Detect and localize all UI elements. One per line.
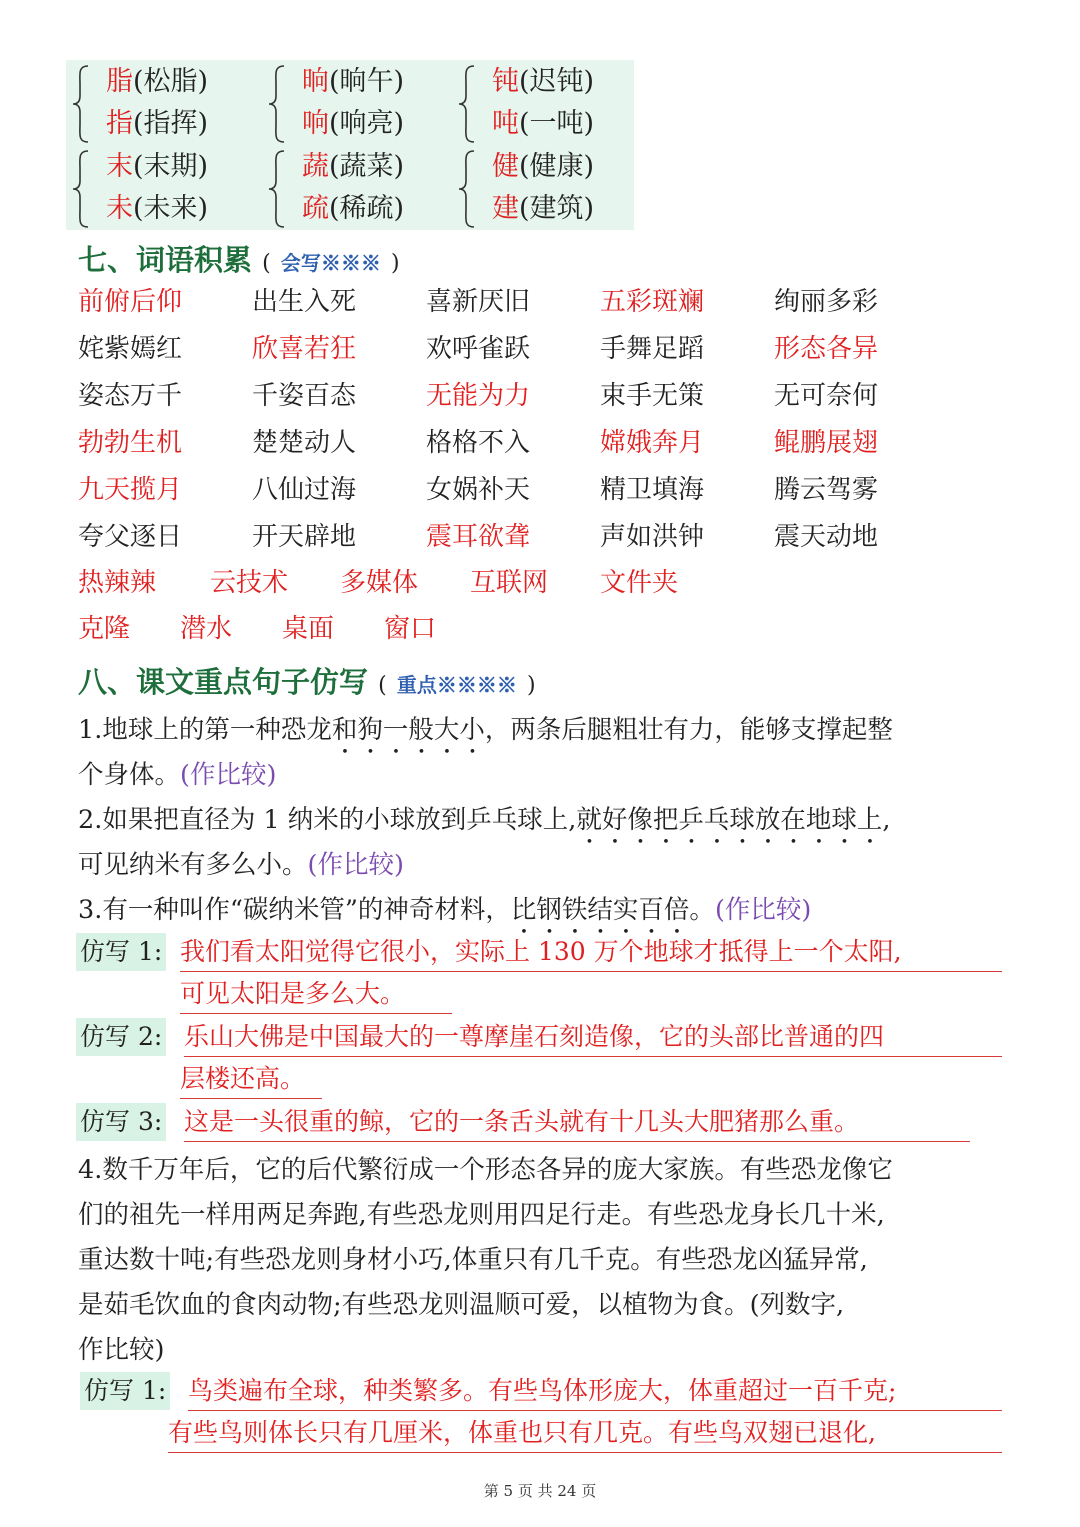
brace-icon [268,64,286,144]
idiom-item: 姿态万千 [78,381,183,411]
brace-icon [458,64,476,144]
sentence-4-line5: 作比较) [78,1335,165,1365]
word-item: 窗口 [384,614,437,644]
section7-heading: 七、词语积累 ( 会写※※※ ) [78,243,400,277]
sentence-4-line3: 重达数十吨;有些恐龙则身材小巧,体重只有几千克。有些恐龙凶猛异常, [78,1245,868,1275]
idiom-item: 束手无策 [600,381,705,411]
idiom-item: 绚丽多彩 [774,287,879,317]
idiom-item: 格格不入 [426,428,531,458]
section8-heading: 八、课文重点句子仿写 ( 重点※※※※ ) [78,665,536,699]
sentence-1-line2: 个身体。(作比较) [78,760,277,790]
imitation-4-line2: 有些鸟则体长只有几厘米，体重也只有几克。有些鸟双翅已退化, [168,1414,1002,1453]
idiom-item: 无能为力 [426,381,531,411]
idiom-item: 嫦娥奔月 [600,428,705,458]
imitation-2-line2: 层楼还高。 [180,1060,322,1099]
sentence-3: 3.有一种叫作“碳纳米管”的神奇材料，比钢铁结实百倍。(作比较) [78,895,812,925]
idiom-item: 欣喜若狂 [252,334,357,364]
idiom-item: 五彩斑斓 [600,287,705,317]
page-footer: 第 5 页 共 24 页 [483,1482,597,1500]
idiom-item: 震耳欲聋 [426,522,531,552]
idiom-item: 鲲鹏展翅 [774,428,879,458]
char-pair-top: 脂(松脂) [106,66,209,97]
idiom-item: 震天动地 [774,522,879,552]
section8-note: 重点※※※※ [396,673,517,697]
imitation-1-label: 仿写 1: [76,933,166,971]
word-item: 云技术 [210,568,289,598]
brace-icon [268,149,286,229]
sentence-3-tag: (作比较) [714,895,812,925]
imitation-3-label: 仿写 3: [76,1103,166,1141]
sentence-1-tag: (作比较) [180,760,277,790]
imitation-3-line1: 这是一头很重的鲸，它的一条舌头就有十几头大肥猪那么重。 [184,1103,970,1142]
char-pair-top: 钝(迟钝) [492,66,595,97]
char-pair-top: 晌(晌午) [302,66,405,97]
sentence-1-line1: 1.地球上的第一种恐龙和狗一般大小，两条后腿粗壮有力，能够支撑起整 [78,715,893,745]
word-item: 潜水 [180,614,233,644]
idiom-item: 八仙过海 [252,475,357,505]
imitation-1-line1: 我们看太阳觉得它很小，实际上 130 万个地球才抵得上一个太阳, [180,933,1002,972]
sentence-4-line4: 是茹毛饮血的食肉动物;有些恐龙则温顺可爱，以植物为食。(列数字, [78,1290,845,1320]
brace-icon [72,149,90,229]
imitation-2-line1: 乐山大佛是中国最大的一尊摩崖石刻造像，它的头部比普通的四 [184,1018,1002,1057]
char-pair-top: 蔬(蔬菜) [302,151,405,182]
word-item: 桌面 [282,614,335,644]
idiom-item: 欢呼雀跃 [426,334,531,364]
idiom-item: 精卫填海 [600,475,705,505]
section8-title: 八、课文重点句子仿写 [78,665,369,699]
sentence-4-line1: 4.数千万年后，它的后代繁衍成一个形态各异的庞大家族。有些恐龙像它 [78,1155,893,1185]
word-item: 互联网 [470,568,549,598]
word-item: 热辣辣 [78,568,157,598]
char-pairs-table [66,60,634,230]
section7-note: 会写※※※ [280,251,381,275]
idiom-item: 前俯后仰 [78,287,183,317]
idiom-item: 手舞足蹈 [600,334,705,364]
char-pair-bottom: 指(指挥) [106,108,209,139]
idiom-item: 勃勃生机 [78,428,183,458]
idiom-item: 楚楚动人 [252,428,357,458]
imitation-4-label: 仿写 1: [80,1372,170,1410]
char-pair-top: 末(末期) [106,151,209,182]
char-pair-top: 健(健康) [492,151,595,182]
sentence-4-line2: 们的祖先一样用两足奔跑,有些恐龙则用四足行走。有些恐龙身长几十米, [78,1200,885,1230]
imitation-4-line1: 鸟类遍布全球，种类繁多。有些鸟体形庞大，体重超过一百千克; [188,1372,1002,1411]
brace-icon [458,149,476,229]
idiom-item: 无可奈何 [774,381,879,411]
idiom-item: 形态各异 [774,334,879,364]
idiom-item: 千姿百态 [252,381,357,411]
word-item: 多媒体 [340,568,419,598]
char-pair-bottom: 疏(稀疏) [302,193,405,224]
sentence-2-line1: 2.如果把直径为 1 纳米的小球放到乒乓球上,就好像把乒乓球放在地球上, [78,805,891,835]
idiom-item: 姹紫嫣红 [78,334,183,364]
imitation-2-label: 仿写 2: [76,1018,166,1056]
idiom-item: 腾云驾雾 [774,475,879,505]
word-item: 克隆 [78,614,131,644]
char-pair-bottom: 建(建筑) [492,193,595,224]
idiom-item: 开天辟地 [252,522,357,552]
sentence-2-line2: 可见纳米有多么小。(作比较) [78,850,404,880]
idiom-item: 声如洪钟 [600,522,705,552]
sentence-2-tag: (作比较) [307,850,404,880]
section7-title: 七、词语积累 [78,243,253,277]
idiom-item: 出生入死 [252,287,357,317]
char-pair-bottom: 响(响亮) [302,108,405,139]
imitation-1-line2: 可见太阳是多么大。 [180,975,452,1014]
char-pair-bottom: 吨(一吨) [492,108,595,139]
idiom-item: 夸父逐日 [78,522,183,552]
char-pair-bottom: 未(未来) [106,193,209,224]
idiom-item: 女娲补天 [426,475,531,505]
word-item: 文件夹 [600,568,679,598]
idiom-item: 喜新厌旧 [426,287,531,317]
idiom-item: 九天揽月 [78,475,183,505]
brace-icon [72,64,90,144]
